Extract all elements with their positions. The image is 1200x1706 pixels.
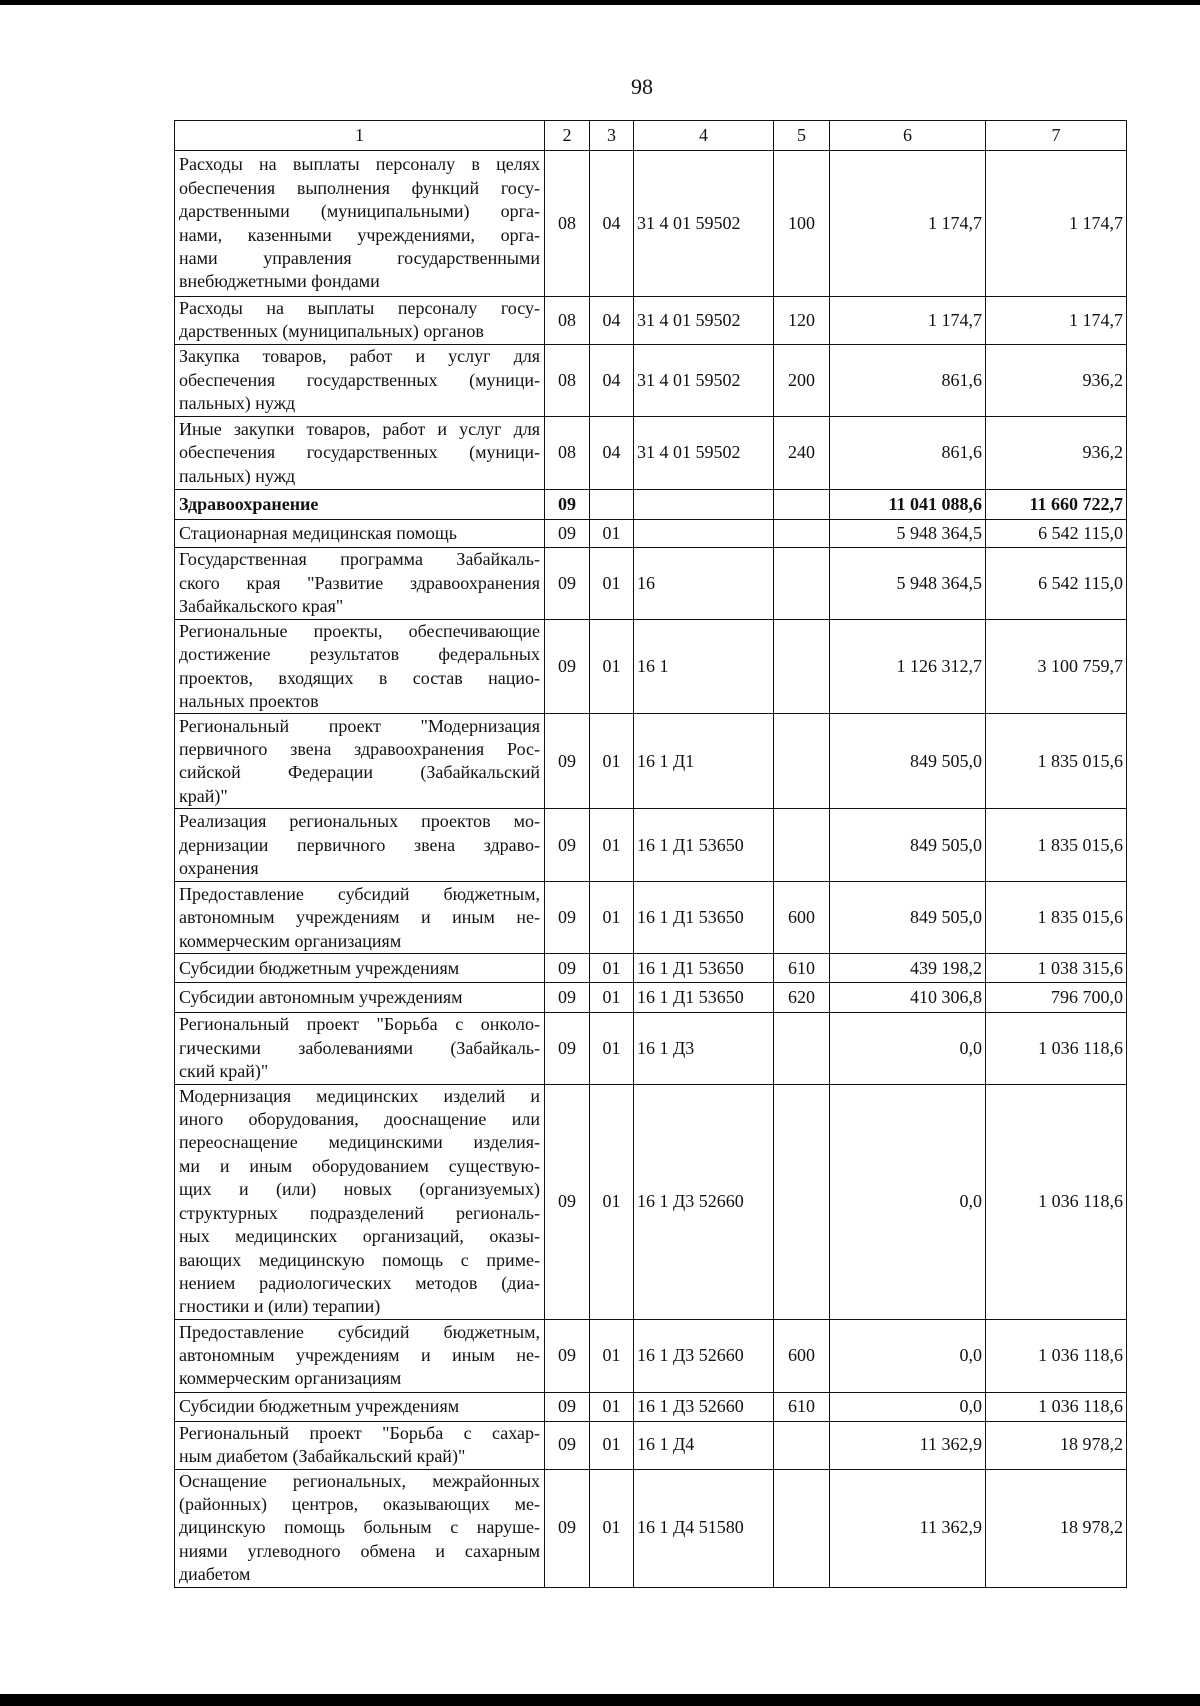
description-line: щих и (или) новых (организуемых) (179, 1179, 540, 1200)
subsection-code: 01 (590, 1013, 634, 1084)
subsection-code: 01 (590, 954, 634, 983)
description-line: Региональный проект "Борьба с сахар- (179, 1422, 540, 1443)
expense-type-code (774, 489, 830, 519)
section-code: 09 (545, 882, 590, 954)
description-line: первичного звена здравоохранения Рос- (179, 739, 540, 760)
description-line: Предоставление субсидий бюджетным, (179, 1321, 540, 1342)
row-description (175, 1013, 545, 1084)
row-description (175, 489, 545, 519)
target-article-code: 16 1 Д1 53650 (634, 882, 774, 954)
table-row (175, 1392, 1127, 1421)
description-line: нами управления государственными (179, 247, 540, 268)
section-code: 08 (545, 416, 590, 489)
amount-year-1: 5 948 364,5 (830, 519, 986, 547)
target-article-code: 31 4 01 59502 (634, 344, 774, 416)
description-line: сийской Федерации (Забайкальский (179, 762, 540, 783)
amount-year-1: 0,0 (830, 1084, 986, 1319)
row-description (175, 297, 545, 345)
target-article-code: 31 4 01 59502 (634, 416, 774, 489)
expense-type-code (774, 1084, 830, 1319)
table-row (175, 1469, 1127, 1587)
description-line: пальных) нужд (179, 393, 296, 414)
amount-year-1: 849 505,0 (830, 714, 986, 809)
amount-year-2: 1 174,7 (986, 297, 1127, 345)
expense-type-code: 610 (774, 1392, 830, 1421)
col-header-5: 5 (774, 121, 830, 151)
description-line: дарственными (муниципальными) орга- (179, 201, 540, 222)
target-article-code: 16 (634, 547, 774, 619)
description-line: Забайкальского края" (179, 596, 344, 617)
subsection-code: 01 (590, 519, 634, 547)
header-row (175, 121, 1127, 151)
section-code: 09 (545, 714, 590, 809)
description-line: дернизации первичного звена здраво- (179, 834, 540, 855)
target-article-code: 31 4 01 59502 (634, 297, 774, 345)
description-line: диабетом (179, 1564, 251, 1585)
section-code: 09 (545, 547, 590, 619)
amount-year-2: 18 978,2 (986, 1421, 1127, 1469)
section-code: 09 (545, 519, 590, 547)
description-line: ского края "Развитие здравоохранения (179, 572, 540, 593)
description-line: Реализация региональных проектов мо- (179, 811, 540, 832)
table-row (175, 151, 1127, 297)
description-line: нами, казенными учреждениями, орга- (179, 224, 540, 245)
description-line: Субсидии автономным учреждениям (179, 987, 463, 1008)
subsection-code: 01 (590, 1084, 634, 1319)
section-code: 09 (545, 619, 590, 714)
target-article-code: 16 1 Д3 52660 (634, 1319, 774, 1392)
budget-table (174, 120, 1127, 1588)
amount-year-1: 1 174,7 (830, 151, 986, 297)
amount-year-1: 439 198,2 (830, 954, 986, 983)
amount-year-2: 936,2 (986, 344, 1127, 416)
table-row (175, 809, 1127, 882)
description-line: Региональный проект "Модернизация (179, 715, 540, 736)
expense-type-code: 120 (774, 297, 830, 345)
amount-year-2: 1 038 315,6 (986, 954, 1127, 983)
description-line: Расходы на выплаты персоналу госу- (179, 298, 540, 318)
description-line: гностики и (или) терапии) (179, 1296, 381, 1317)
expense-type-code: 610 (774, 954, 830, 983)
row-description (175, 344, 545, 416)
table-row (175, 1013, 1127, 1084)
amount-year-1: 861,6 (830, 416, 986, 489)
description-line: охранения (179, 858, 259, 879)
target-article-code: 16 1 Д3 52660 (634, 1392, 774, 1421)
section-code: 09 (545, 489, 590, 519)
amount-year-1: 1 174,7 (830, 297, 986, 345)
amount-year-2: 18 978,2 (986, 1469, 1127, 1587)
description-line: Субсидии бюджетным учреждениям (179, 1396, 460, 1417)
row-description (175, 714, 545, 809)
amount-year-1: 0,0 (830, 1013, 986, 1084)
section-code: 09 (545, 1469, 590, 1587)
description-line: ский край)" (179, 1061, 269, 1082)
subsection-code: 04 (590, 416, 634, 489)
description-line: дицинскую помощь больным с наруше- (179, 1517, 540, 1538)
description-line: достижение результатов федеральных (179, 644, 540, 665)
row-description (175, 1319, 545, 1392)
expense-type-code: 240 (774, 416, 830, 489)
expense-type-code (774, 1469, 830, 1587)
subsection-code: 01 (590, 1421, 634, 1469)
table-row (175, 416, 1127, 489)
description-line: коммерческим организациям (179, 930, 402, 951)
description-line: дарственных (муниципальных) органов (179, 321, 484, 342)
row-description (175, 882, 545, 954)
expense-type-code: 100 (774, 151, 830, 297)
amount-year-1: 11 362,9 (830, 1469, 986, 1587)
description-line: обеспечения выполнения функций госу- (179, 177, 540, 198)
description-line: ным диабетом (Забайкальский край)" (179, 1446, 466, 1467)
target-article-code: 31 4 01 59502 (634, 151, 774, 297)
section-code: 09 (545, 954, 590, 983)
table-row (175, 619, 1127, 714)
target-article-code: 16 1 (634, 619, 774, 714)
target-article-code: 16 1 Д1 53650 (634, 809, 774, 882)
row-description (175, 983, 545, 1013)
subsection-code: 01 (590, 1319, 634, 1392)
table-row (175, 344, 1127, 416)
amount-year-1: 0,0 (830, 1392, 986, 1421)
description-line: край)" (179, 785, 228, 806)
description-line: ных медицинских организаций, оказы- (179, 1226, 540, 1247)
description-line: Закупка товаров, работ и услуг для (179, 346, 540, 367)
expense-type-code (774, 809, 830, 882)
table-row (175, 519, 1127, 547)
amount-year-1: 11 041 088,6 (830, 489, 986, 519)
col-header-7: 7 (986, 121, 1127, 151)
description-line: Субсидии бюджетным учреждениям (179, 957, 460, 978)
section-code: 08 (545, 297, 590, 345)
target-article-code: 16 1 Д3 52660 (634, 1084, 774, 1319)
scan-border-bottom (0, 1694, 1200, 1706)
amount-year-1: 11 362,9 (830, 1421, 986, 1469)
description-line: нением радиологических методов (диа- (179, 1272, 540, 1293)
amount-year-2: 1 036 118,6 (986, 1013, 1127, 1084)
subsection-code: 01 (590, 714, 634, 809)
description-line: структурных подразделений региональ- (179, 1202, 540, 1223)
description-line: переоснащение медицинскими изделия- (179, 1132, 540, 1153)
target-article-code (634, 489, 774, 519)
table-row (175, 547, 1127, 619)
description-line: обеспечения государственных (муници- (179, 369, 540, 390)
row-description (175, 809, 545, 882)
expense-type-code (774, 619, 830, 714)
subsection-code: 01 (590, 809, 634, 882)
amount-year-1: 410 306,8 (830, 983, 986, 1013)
row-description (175, 1469, 545, 1587)
target-article-code (634, 519, 774, 547)
row-description (175, 619, 545, 714)
description-line: гическими заболеваниями (Забайкаль- (179, 1037, 540, 1058)
target-article-code: 16 1 Д3 (634, 1013, 774, 1084)
row-description (175, 1392, 545, 1421)
amount-year-1: 849 505,0 (830, 809, 986, 882)
subsection-code: 01 (590, 882, 634, 954)
page-number: 98 (631, 74, 653, 99)
row-description (175, 1084, 545, 1319)
amount-year-2: 936,2 (986, 416, 1127, 489)
subsection-code: 01 (590, 619, 634, 714)
col-header-3: 3 (590, 121, 634, 151)
table-row (175, 489, 1127, 519)
target-article-code: 16 1 Д4 (634, 1421, 774, 1469)
expense-type-code (774, 714, 830, 809)
amount-year-2: 1 835 015,6 (986, 714, 1127, 809)
subsection-code: 04 (590, 344, 634, 416)
table-row (175, 983, 1127, 1013)
row-description (175, 547, 545, 619)
col-header-1: 1 (175, 121, 545, 151)
table-row (175, 1421, 1127, 1469)
table-row (175, 954, 1127, 983)
table-row (175, 714, 1127, 809)
amount-year-1: 5 948 364,5 (830, 547, 986, 619)
subsection-code: 04 (590, 297, 634, 345)
section-code: 09 (545, 1084, 590, 1319)
description-line: внебюджетными фондами (179, 271, 380, 292)
amount-year-1: 0,0 (830, 1319, 986, 1392)
section-code: 09 (545, 1013, 590, 1084)
description-line: нальных проектов (179, 691, 319, 712)
subsection-code: 01 (590, 1469, 634, 1587)
subsection-code (590, 489, 634, 519)
table-row (175, 297, 1127, 345)
target-article-code: 16 1 Д1 53650 (634, 983, 774, 1013)
expense-type-code: 200 (774, 344, 830, 416)
target-article-code: 16 1 Д1 (634, 714, 774, 809)
row-description (175, 416, 545, 489)
amount-year-2: 3 100 759,7 (986, 619, 1127, 714)
scan-border-top (0, 0, 1200, 5)
section-code: 09 (545, 1421, 590, 1469)
description-line: Региональные проекты, обеспечивающие (179, 620, 540, 641)
description-line: вающих медицинскую помощь с приме- (179, 1249, 540, 1270)
description-line: ми и иным оборудованием существую- (179, 1155, 540, 1176)
col-header-6: 6 (830, 121, 986, 151)
row-description (175, 1421, 545, 1469)
amount-year-2: 1 174,7 (986, 151, 1127, 297)
expense-type-code: 600 (774, 882, 830, 954)
description-line: Расходы на выплаты персоналу в целях (179, 154, 540, 175)
expense-type-code (774, 1013, 830, 1084)
description-line: коммерческим организациям (179, 1368, 402, 1389)
col-header-2: 2 (545, 121, 590, 151)
subsection-code: 01 (590, 1392, 634, 1421)
table-row (175, 1084, 1127, 1319)
description-line: автономным учреждениям и иным не- (179, 907, 540, 928)
amount-year-1: 1 126 312,7 (830, 619, 986, 714)
row-description (175, 519, 545, 547)
section-code: 08 (545, 344, 590, 416)
expense-type-code (774, 519, 830, 547)
subsection-code: 04 (590, 151, 634, 297)
subsection-code: 01 (590, 547, 634, 619)
expense-type-code: 600 (774, 1319, 830, 1392)
expense-type-code: 620 (774, 983, 830, 1013)
description-line: Стационарная медицинская помощь (179, 522, 457, 543)
description-line: обеспечения государственных (муници- (179, 442, 540, 463)
description-line: иного оборудования, дооснащение или (179, 1109, 540, 1130)
amount-year-1: 861,6 (830, 344, 986, 416)
description-line: Региональный проект "Борьба с онколо- (179, 1014, 540, 1035)
amount-year-2: 1 835 015,6 (986, 809, 1127, 882)
description-line: (районных) центров, оказывающих ме- (179, 1493, 540, 1514)
expense-type-code (774, 1421, 830, 1469)
description-line: Иные закупки товаров, работ и услуг для (179, 418, 540, 439)
amount-year-1: 849 505,0 (830, 882, 986, 954)
table-row (175, 1319, 1127, 1392)
expense-type-code (774, 547, 830, 619)
row-description (175, 954, 545, 983)
amount-year-2: 1 036 118,6 (986, 1319, 1127, 1392)
description-line: Государственная программа Забайкаль- (179, 549, 540, 570)
description-line: пальных) нужд (179, 465, 296, 486)
table-row (175, 882, 1127, 954)
amount-year-2: 6 542 115,0 (986, 547, 1127, 619)
amount-year-2: 1 036 118,6 (986, 1084, 1127, 1319)
amount-year-2: 1 036 118,6 (986, 1392, 1127, 1421)
section-code: 09 (545, 1319, 590, 1392)
target-article-code: 16 1 Д1 53650 (634, 954, 774, 983)
section-code: 09 (545, 983, 590, 1013)
target-article-code: 16 1 Д4 51580 (634, 1469, 774, 1587)
section-code: 08 (545, 151, 590, 297)
description-line: Предоставление субсидий бюджетным, (179, 883, 540, 904)
description-line: ниями углеводного обмена и сахарным (179, 1540, 540, 1561)
amount-year-2: 796 700,0 (986, 983, 1127, 1013)
amount-year-2: 1 835 015,6 (986, 882, 1127, 954)
subsection-code: 01 (590, 983, 634, 1013)
section-code: 09 (545, 809, 590, 882)
amount-year-2: 6 542 115,0 (986, 519, 1127, 547)
description-line: Здравоохранение (179, 493, 319, 514)
col-header-4: 4 (634, 121, 774, 151)
description-line: Модернизация медицинских изделий и (179, 1085, 540, 1106)
amount-year-2: 11 660 722,7 (986, 489, 1127, 519)
description-line: Оснащение региональных, межрайонных (179, 1470, 540, 1491)
row-description (175, 151, 545, 297)
section-code: 09 (545, 1392, 590, 1421)
description-line: проектов, входящих в состав нацио- (179, 667, 540, 688)
description-line: автономным учреждениям и иным не- (179, 1345, 540, 1366)
